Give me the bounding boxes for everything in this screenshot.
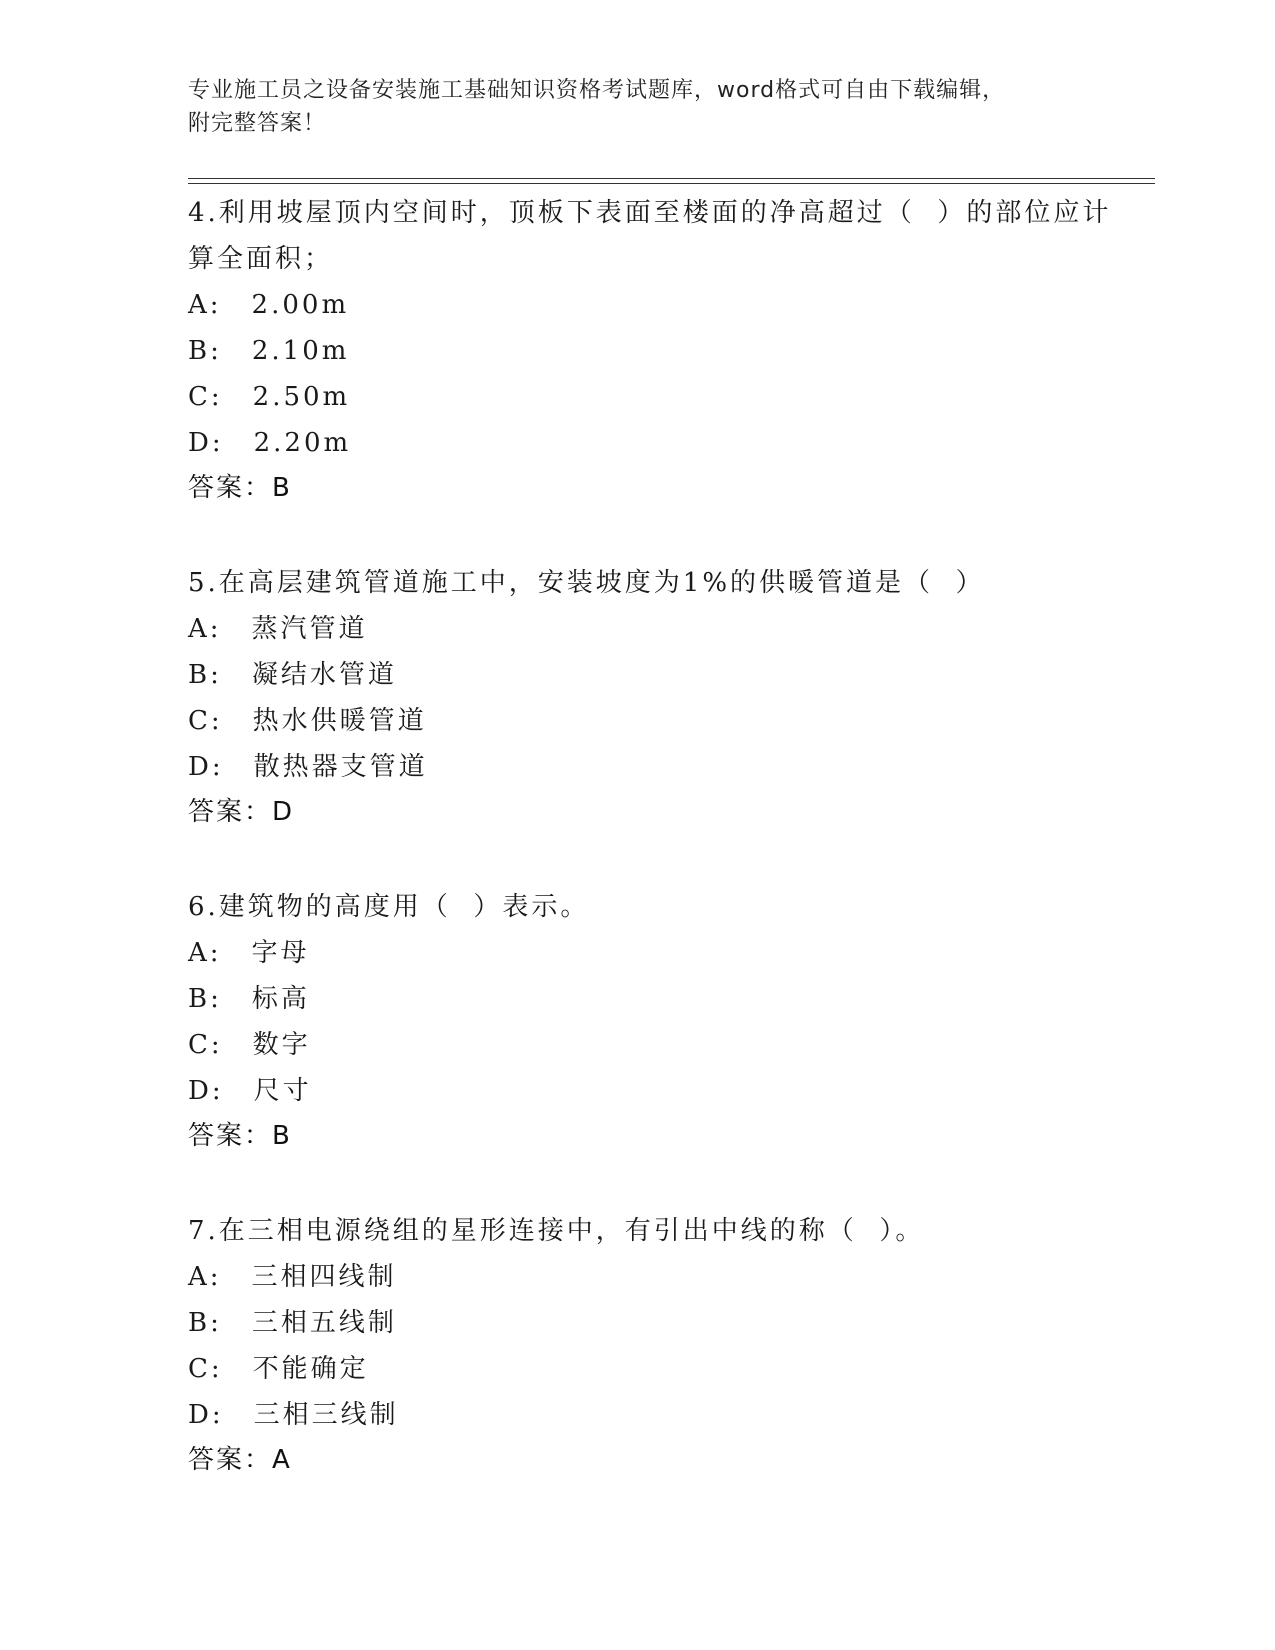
question-stem: 5.在高层建筑管道施工中，安装坡度为1%的供暖管道是（ ） [188,568,985,598]
option-c [188,1346,1118,1392]
option-c [188,1022,1118,1068]
option-d [188,420,1118,466]
option-key: B: [188,336,222,366]
answer-line: 答案：B [188,473,292,503]
option-a [188,606,1118,652]
option-text: 2.10m [251,336,350,366]
option-key: C: [188,1354,223,1384]
option-a [188,282,1118,328]
header-divider-bottom [188,183,1155,184]
option-b [188,976,1118,1022]
option-key: A: [188,938,222,968]
option-text: 数字 [252,1030,311,1060]
option-text: 散热器支管道 [253,752,428,782]
option-a [188,1254,1118,1300]
option-text: 三相五线制 [251,1308,397,1338]
option-key: C: [188,382,223,412]
header-line-2: 附完整答案！ [188,111,327,136]
document-header [188,74,1088,140]
option-d [188,1392,1118,1438]
option-text: 不能确定 [252,1354,369,1384]
option-d [188,744,1118,790]
option-text: 三相四线制 [251,1262,397,1292]
question-7 [188,1208,1118,1482]
option-text: 热水供暖管道 [252,706,427,736]
question-stem: 7.在三相电源绕组的星形连接中，有引出中线的称（ ）。 [188,1216,925,1246]
option-d [188,1068,1118,1114]
option-key: C: [188,706,223,736]
answer-line: 答案：D [188,797,295,827]
option-text: 2.00m [251,290,350,320]
option-text: 标高 [251,984,310,1014]
option-key: A: [188,614,222,644]
option-a [188,930,1118,976]
option-key: B: [188,1308,222,1338]
header-line-1: 专业施工员之设备安装施工基础知识资格考试题库，word格式可自由下载编辑， [188,78,1006,103]
header-divider-top [188,178,1155,179]
option-key: B: [188,984,222,1014]
option-key: D: [188,1076,224,1106]
option-c [188,698,1118,744]
option-b [188,1300,1118,1346]
option-key: A: [188,1262,222,1292]
option-b [188,652,1118,698]
option-text: 2.20m [253,428,352,458]
answer-line: 答案：B [188,1121,292,1151]
option-text: 蒸汽管道 [251,614,368,644]
question-stem: 6.建筑物的高度用（ ）表示。 [188,892,590,922]
option-key: D: [188,1400,224,1430]
option-text: 2.50m [252,382,351,412]
question-6 [188,884,1118,1158]
question-stem: 4.利用坡屋顶内空间时，顶板下表面至楼面的净高超过（ ）的部位应计算全面积； [188,198,1112,274]
answer-line: 答案：A [188,1445,292,1475]
question-list [188,190,1118,1482]
option-c [188,374,1118,420]
question-4 [188,190,1118,510]
option-key: C: [188,1030,223,1060]
option-text: 尺寸 [253,1076,312,1106]
question-5 [188,560,1118,834]
option-text: 字母 [251,938,310,968]
option-key: A: [188,290,222,320]
option-key: D: [188,752,224,782]
option-b [188,328,1118,374]
option-key: B: [188,660,222,690]
option-key: D: [188,428,224,458]
option-text: 三相三线制 [253,1400,399,1430]
option-text: 凝结水管道 [251,660,397,690]
